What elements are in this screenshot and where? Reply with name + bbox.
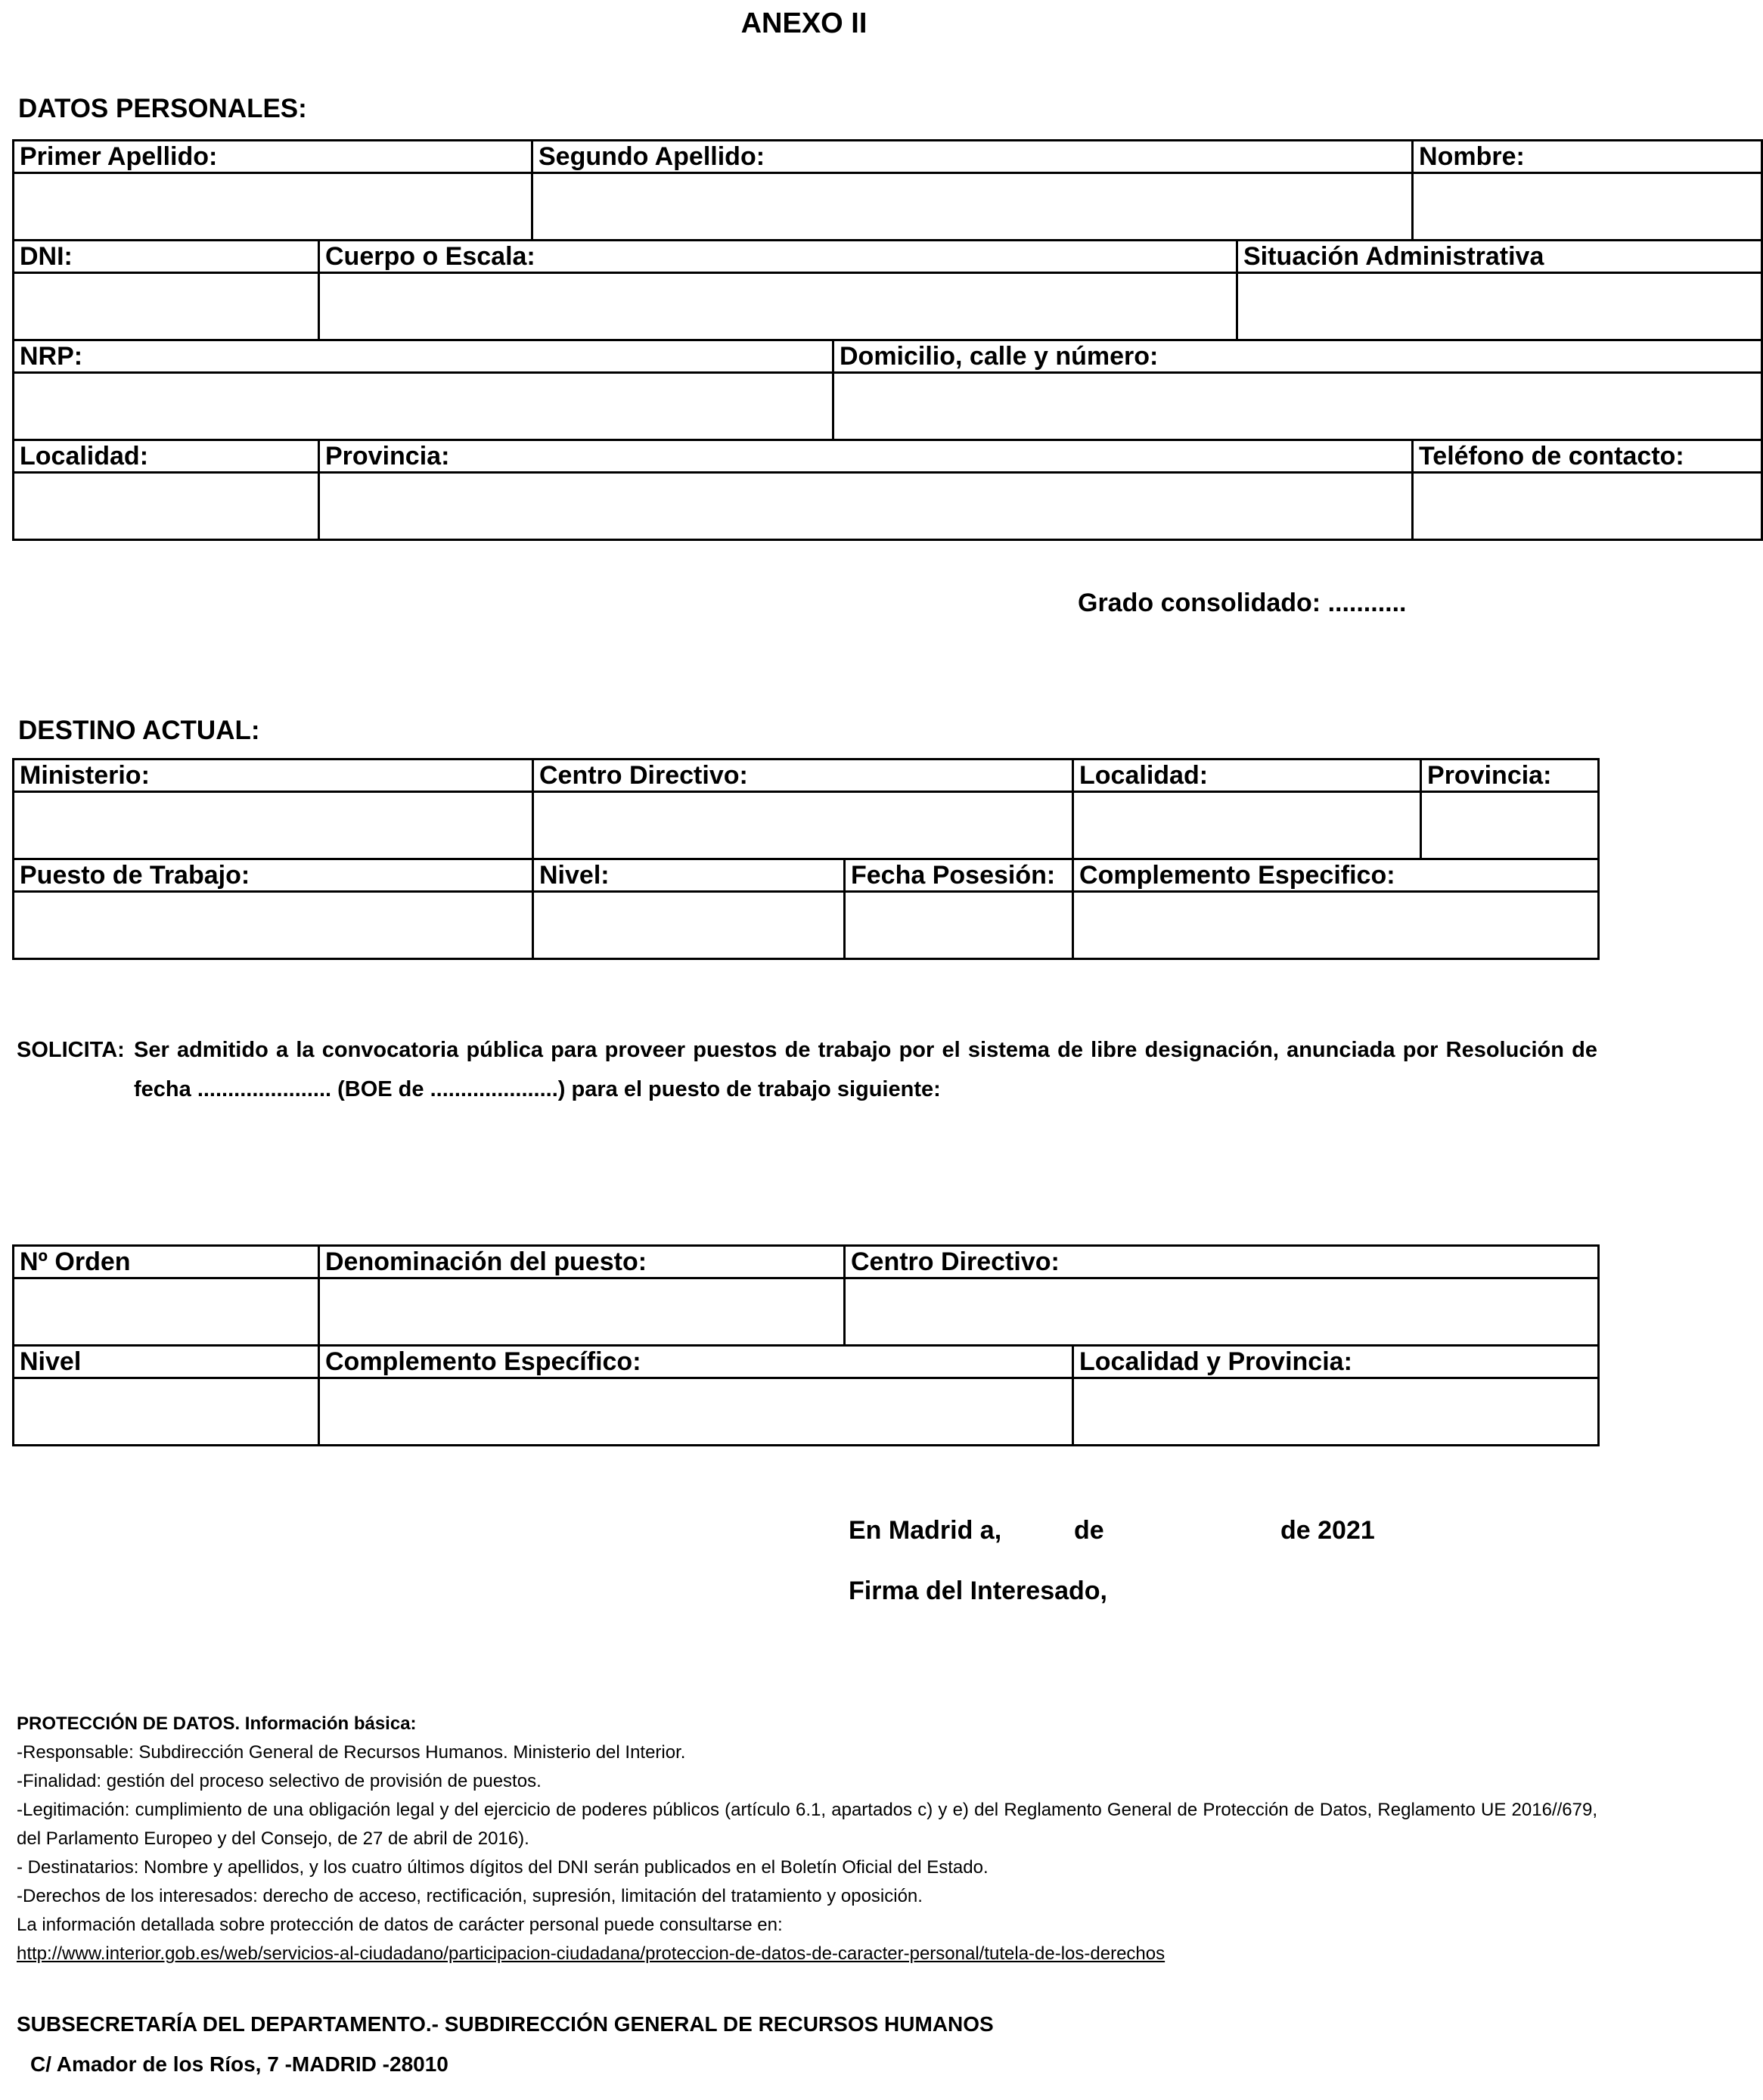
nombre-label: Nombre: (1413, 141, 1762, 173)
puesto-trabajo-field[interactable] (14, 892, 533, 959)
proteccion-line: - Destinatarios: Nombre y apellidos, y los cuatro últimos dígitos del DNI serán publicados en el Boletín Oficial del Estado. (17, 1857, 989, 1878)
proteccion-url-link[interactable]: http://www.interior.gob.es/web/servicios-al-ciudadano/participacion-ciudadana/proteccion-de-datos-de-caracter-personal/tutela-de-los-derechos (17, 1943, 1166, 1964)
nombre-field[interactable] (1413, 173, 1762, 241)
provincia-label: Provincia: (319, 440, 1413, 473)
complemento-especifico-label: Complemento Especifico: (1073, 859, 1599, 892)
segundo-apellido-field[interactable] (532, 173, 1413, 241)
destino-provincia-label: Provincia: (1421, 760, 1599, 792)
destino-localidad-field[interactable] (1073, 792, 1421, 859)
ministerio-field[interactable] (14, 792, 533, 859)
grado-consolidado: Grado consolidado: ........... (1078, 589, 1407, 617)
proteccion-datos-block (17, 1710, 1597, 1968)
domicilio-field[interactable] (833, 373, 1762, 440)
solicitado-complemento-field[interactable] (319, 1378, 1073, 1446)
localidad-field[interactable] (14, 473, 319, 540)
nrp-field[interactable] (14, 373, 833, 440)
solicita-label: SOLICITA: (17, 1038, 125, 1062)
puesto-solicitado-table (12, 1244, 1600, 1446)
de-text: de (1074, 1516, 1104, 1545)
solicita-paragraph (17, 1030, 1597, 1109)
solicitado-complemento-label: Complemento Específico: (319, 1346, 1073, 1378)
provincia-field[interactable] (319, 473, 1413, 540)
nivel-field[interactable] (533, 892, 845, 959)
primer-apellido-field[interactable] (14, 173, 532, 241)
puesto-trabajo-label: Puesto de Trabajo: (14, 859, 533, 892)
firma-interesado-text: Firma del Interesado, (849, 1577, 1107, 1605)
solicitado-centro-directivo-field[interactable] (845, 1278, 1599, 1346)
denominacion-label: Denominación del puesto: (319, 1246, 845, 1278)
centro-directivo-label: Centro Directivo: (533, 760, 1073, 792)
footer-department: SUBSECRETARÍA DEL DEPARTAMENTO.- SUBDIRECCIÓN GENERAL DE RECURSOS HUMANOS (17, 2012, 994, 2036)
dni-label: DNI: (14, 241, 319, 273)
dni-field[interactable] (14, 273, 319, 340)
domicilio-label: Domicilio, calle y número: (833, 340, 1762, 373)
destino-localidad-label: Localidad: (1073, 760, 1421, 792)
proteccion-line: -Finalidad: gestión del proceso selectivo de provisión de puestos. (17, 1771, 542, 1791)
centro-directivo-field[interactable] (533, 792, 1073, 859)
proteccion-line: La información detallada sobre protección de datos de carácter personal puede consultarse en: (17, 1915, 783, 1935)
en-madrid-text: En Madrid a, (849, 1516, 1002, 1545)
datos-personales-table (12, 139, 1763, 541)
solicitado-nivel-field[interactable] (14, 1378, 319, 1446)
localidad-provincia-label: Localidad y Provincia: (1073, 1346, 1599, 1378)
complemento-especifico-field[interactable] (1073, 892, 1599, 959)
page-title: ANEXO II (740, 8, 868, 39)
orden-field[interactable] (14, 1278, 319, 1346)
destino-actual-table (12, 758, 1600, 960)
nivel-label: Nivel: (533, 859, 845, 892)
de-year-text: de 2021 (1280, 1516, 1375, 1545)
situacion-administrativa-label: Situación Administrativa (1237, 241, 1762, 273)
destino-actual-heading: DESTINO ACTUAL: (18, 716, 260, 745)
fecha-posesion-field[interactable] (845, 892, 1073, 959)
telefono-field[interactable] (1413, 473, 1762, 540)
situacion-administrativa-field[interactable] (1237, 273, 1762, 340)
telefono-label: Teléfono de contacto: (1413, 440, 1762, 473)
solicitado-centro-directivo-label: Centro Directivo: (845, 1246, 1599, 1278)
localidad-label: Localidad: (14, 440, 319, 473)
destino-provincia-field[interactable] (1421, 792, 1599, 859)
segundo-apellido-label: Segundo Apellido: (532, 141, 1413, 173)
solicita-text: Ser admitido a la convocatoria pública para proveer puestos de trabajo por el sistema de libre designación, anunciada por Resolución de fecha ...................... (BOE de .....................) para el puesto de trabajo siguiente: (134, 1038, 1597, 1101)
datos-personales-heading: DATOS PERSONALES: (18, 94, 307, 123)
proteccion-heading: PROTECCIÓN DE DATOS. Información básica: (17, 1713, 417, 1734)
proteccion-line: -Legitimación: cumplimiento de una obligación legal y del ejercicio de poderes públicos (artículo 6.1, apartados c) y e) del Reglamento General de Protección de Datos, Reglamento UE 2016//679, del Parlamento Europeo y del Consejo, de 27 de abril de 2016). (17, 1800, 1597, 1849)
solicitado-nivel-label: Nivel (14, 1346, 319, 1378)
fecha-posesion-label: Fecha Posesión: (845, 859, 1073, 892)
primer-apellido-label: Primer Apellido: (14, 141, 532, 173)
denominacion-field[interactable] (319, 1278, 845, 1346)
orden-label: Nº Orden (14, 1246, 319, 1278)
ministerio-label: Ministerio: (14, 760, 533, 792)
cuerpo-escala-label: Cuerpo o Escala: (319, 241, 1237, 273)
footer-address: C/ Amador de los Ríos, 7 -MADRID -28010 (30, 2052, 449, 2076)
nrp-label: NRP: (14, 340, 833, 373)
proteccion-line: -Derechos de los interesados: derecho de acceso, rectificación, supresión, limitación del tratamiento y oposición. (17, 1886, 923, 1906)
proteccion-line: -Responsable: Subdirección General de Recursos Humanos. Ministerio del Interior. (17, 1742, 686, 1763)
localidad-provincia-field[interactable] (1073, 1378, 1599, 1446)
cuerpo-escala-field[interactable] (319, 273, 1237, 340)
